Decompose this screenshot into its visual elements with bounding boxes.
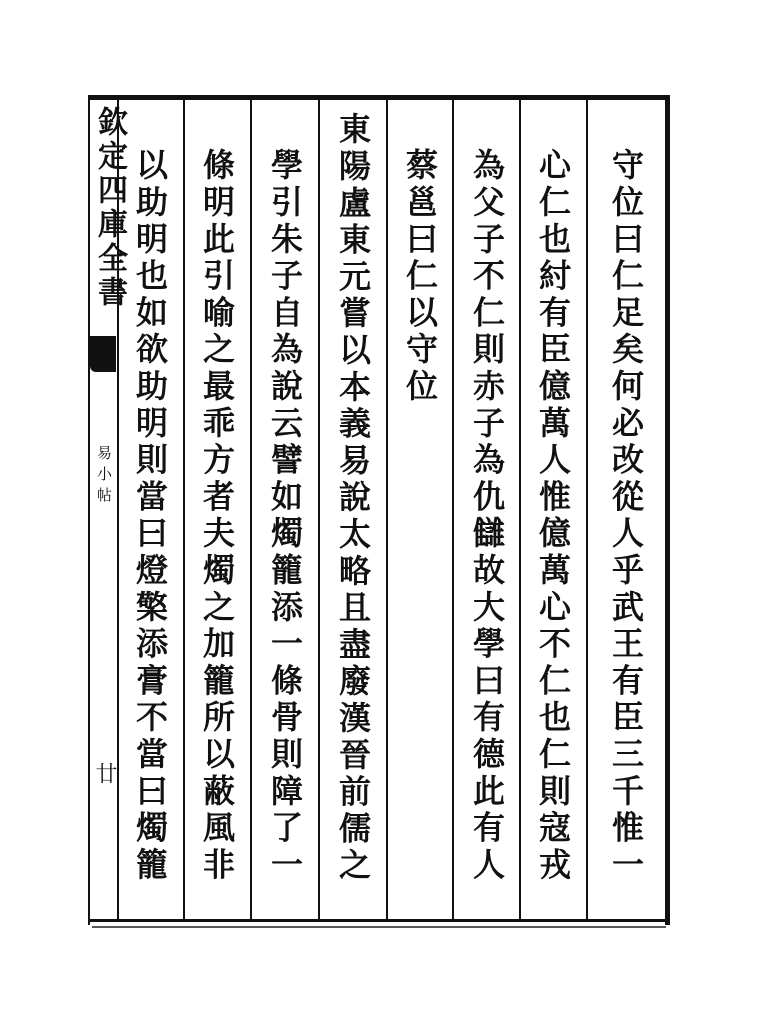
text-column: 學引朱子自為說云譬如燭籠添一條骨則障了一 xyxy=(266,148,304,884)
fishtail-mark xyxy=(90,336,116,372)
frame-top-border xyxy=(88,95,670,100)
frame-right-border xyxy=(665,95,670,925)
text-column: 為父子不仁則赤子為仇讎故大學曰有德此有人 xyxy=(468,148,506,884)
column-divider xyxy=(586,100,588,920)
margin-column xyxy=(89,100,127,920)
text-column: 蔡邕曰仁以守位 xyxy=(401,148,439,406)
column-divider xyxy=(386,100,388,920)
text-column: 心仁也紂有臣億萬人惟億萬心不仁也仁則寇戎 xyxy=(534,148,572,884)
column-divider xyxy=(452,100,454,920)
frame-bottom-border-outer xyxy=(92,926,666,928)
text-column: 東陽盧東元嘗以本義易說太略且盡廢漢晉前儒之 xyxy=(334,112,372,885)
text-column: 以助明也如欲助明則當曰燈檠添膏不當曰燭籠 xyxy=(131,148,169,884)
column-divider xyxy=(183,100,185,920)
column-divider xyxy=(250,100,252,920)
frame-bottom-border xyxy=(88,919,670,922)
text-column: 條明此引喻之最乖方者夫燭之加籠所以蔽風非 xyxy=(198,148,236,884)
book-title: 易小帖 xyxy=(95,445,113,508)
collection-title: 欽定四庫全書 xyxy=(92,106,127,310)
column-divider xyxy=(519,100,521,920)
column-divider xyxy=(318,100,320,920)
text-column: 守位曰仁足矣何必改從人乎武王有臣三千惟一 xyxy=(607,148,645,884)
page-number: 廿 xyxy=(92,762,117,784)
